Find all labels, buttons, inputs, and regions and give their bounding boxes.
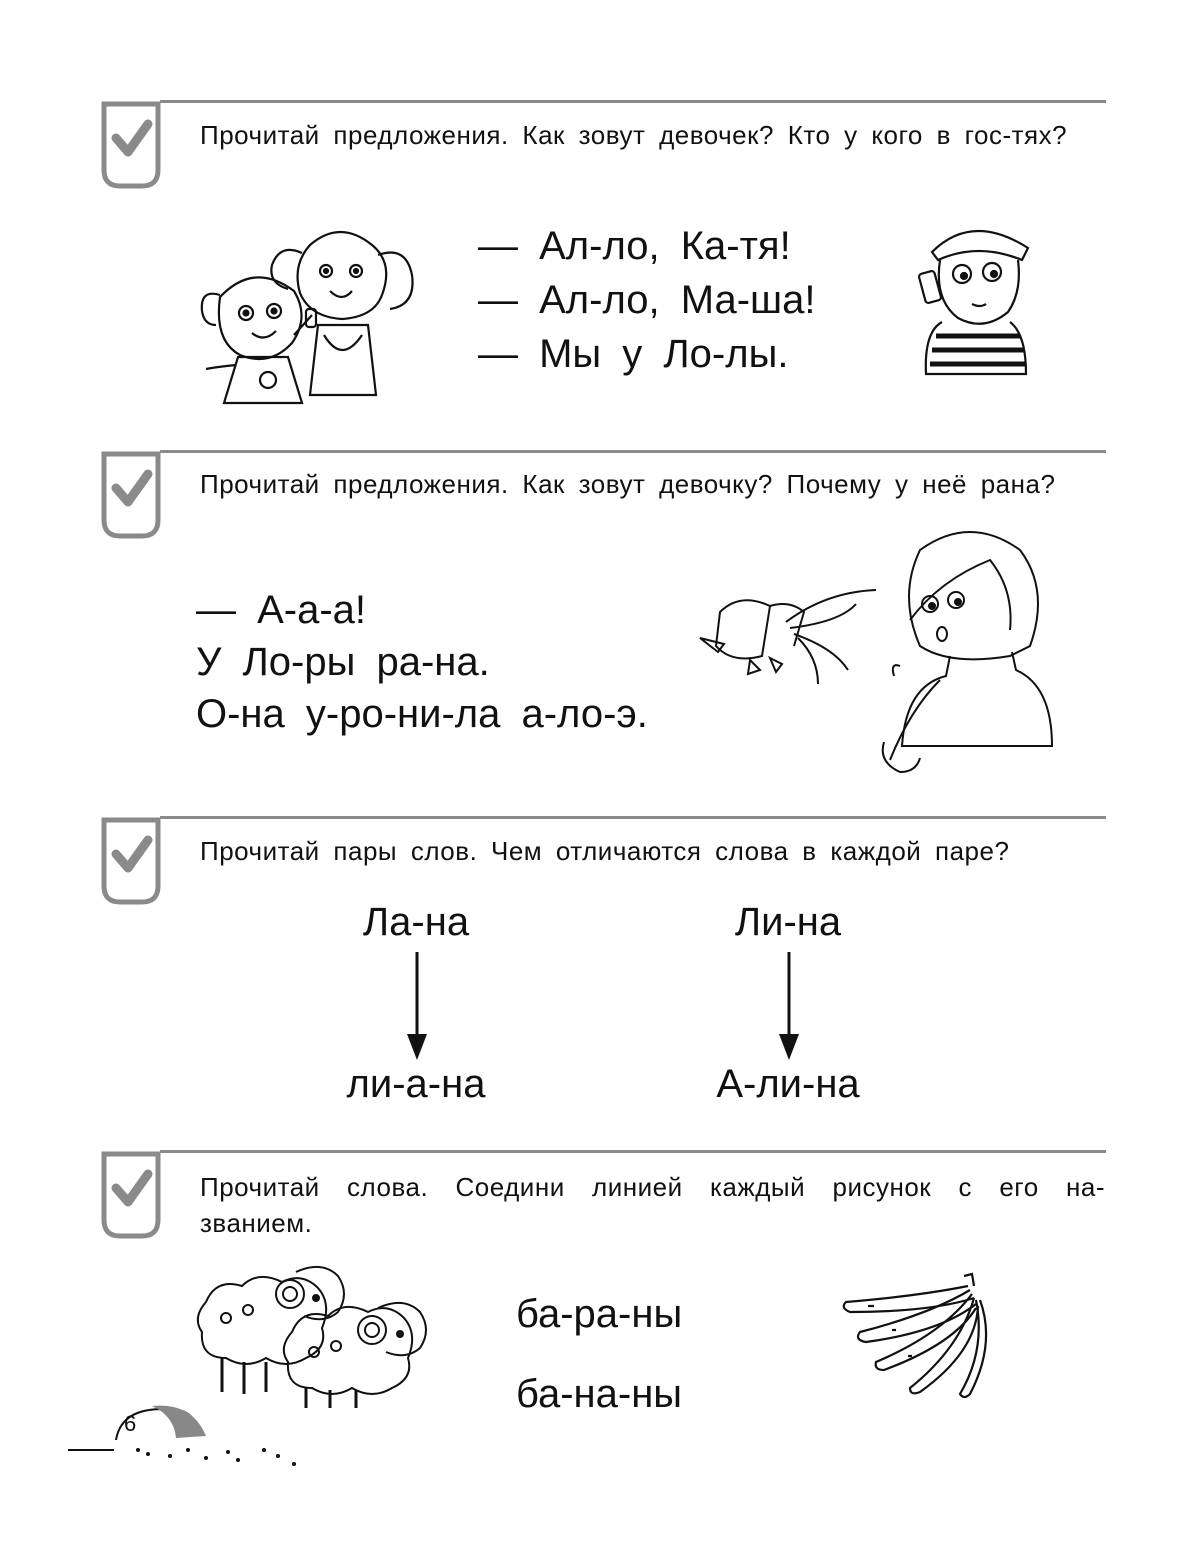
two-girls-illustration	[198, 225, 428, 410]
bananas-illustration	[838, 1272, 1008, 1402]
broken-aloe-pot-illustration	[690, 582, 890, 692]
section-divider-1	[160, 100, 1106, 103]
task-1-line-1: — Ал-ло, Ка-тя!	[478, 224, 791, 268]
task-1-line-2: — Ал-ло, Ма-ша!	[478, 278, 816, 322]
page-number: 6	[124, 1411, 137, 1436]
checkmark-shield-icon	[100, 816, 162, 906]
arrow-down-icon	[776, 952, 802, 1062]
section-divider-3	[160, 816, 1106, 819]
section-divider-4	[160, 1150, 1106, 1153]
sheep-illustration	[196, 1262, 432, 1412]
task-1-instruction: Прочитай предложения. Как зовут девочек? Кто у кого в гос-тях?	[200, 120, 1068, 150]
girl-with-phone-illustration	[912, 212, 1042, 382]
page-corner-decoration	[68, 1400, 318, 1474]
task-2-line-2: У Ло-ры ра-на.	[196, 640, 490, 684]
word-2: ба-на-ны	[516, 1372, 683, 1416]
checkmark-shield-icon	[100, 450, 162, 540]
task-2-line-3: О-на у-ро-ни-ла а-ло-э.	[196, 692, 648, 736]
pair-2-top-word: Ли-на	[734, 900, 842, 944]
task-1-line-3: — Мы у Ло-лы.	[478, 332, 789, 376]
pair-1-bottom-word: ли-а-на	[346, 1062, 486, 1106]
pair-1-top-word: Ла-на	[362, 900, 470, 944]
section-divider-2	[160, 450, 1106, 453]
word-1: ба-ра-ны	[516, 1292, 683, 1336]
checkmark-shield-icon	[100, 100, 162, 190]
task-4-instruction: Прочитай слова. Соедини линией каждый рисунок с его на-званием.	[200, 1172, 1105, 1238]
arrow-down-icon	[404, 952, 430, 1062]
task-3-instruction: Прочитай пары слов. Чем отличаются слова в каждой паре?	[200, 836, 1010, 866]
surprised-girl-illustration	[880, 530, 1055, 778]
task-2-line-1: — А-а-а!	[196, 588, 367, 632]
task-2-instruction: Прочитай предложения. Как зовут девочку? Почему у неё рана?	[200, 469, 1056, 499]
pair-2-bottom-word: А-ли-на	[716, 1062, 860, 1106]
checkmark-shield-icon	[100, 1150, 162, 1240]
